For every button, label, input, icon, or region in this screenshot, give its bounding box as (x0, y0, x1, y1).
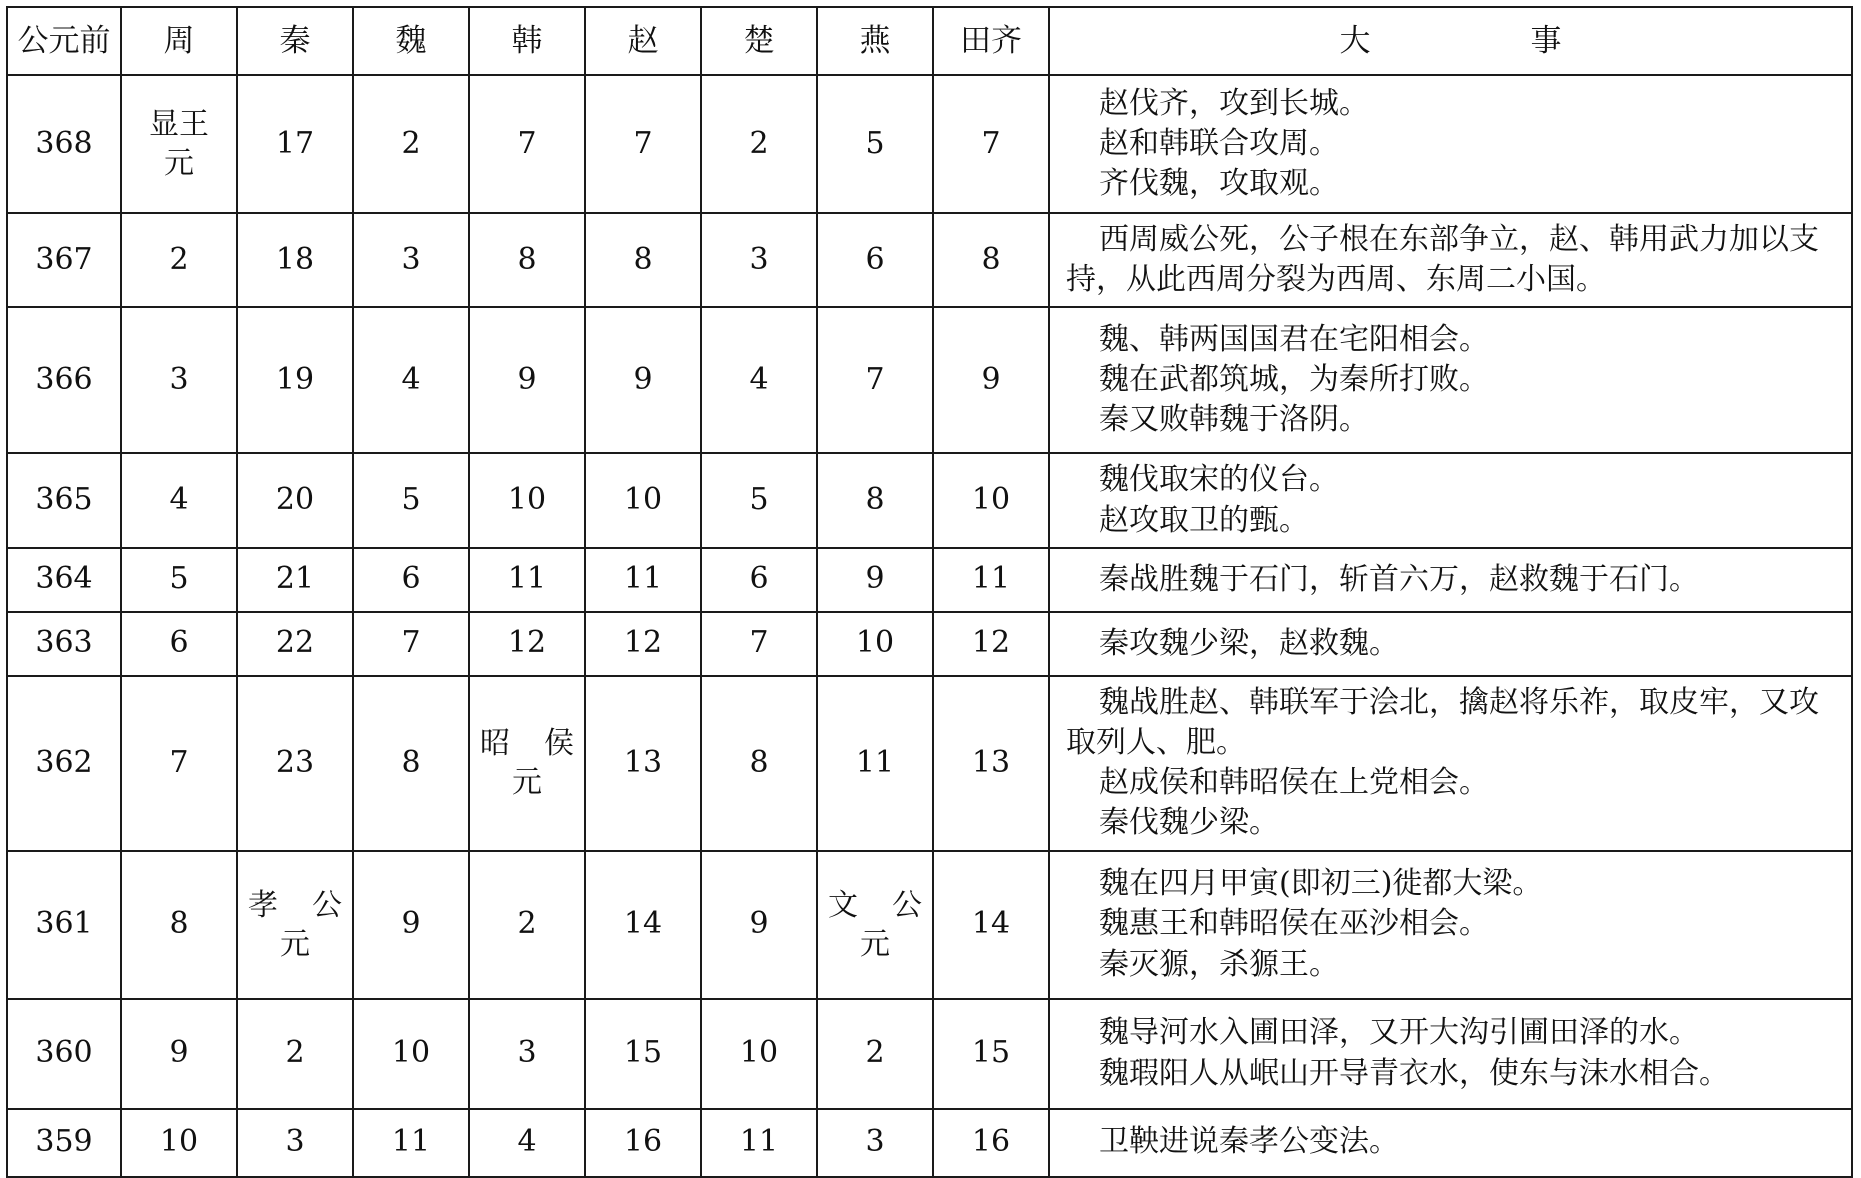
reign-year-han: 3 (469, 999, 585, 1109)
reign-title-suffix: 元 (164, 146, 194, 181)
reign-year-qin: 19 (237, 307, 353, 453)
reign-year-zhou: 10 (121, 1109, 237, 1177)
reign-year-yan: 9 (817, 548, 933, 612)
table-row (7, 307, 1852, 453)
reign-year-wei: 7 (353, 612, 469, 676)
chronology-page (6, 6, 1851, 1172)
reign-title: 孝公 (248, 887, 342, 923)
event-line: 魏瑕阳人从岷山开导青衣水，使东与沫水相合。 (1099, 1055, 1729, 1091)
chronology-table (6, 6, 1853, 1178)
reign-year-han: 12 (469, 612, 585, 676)
reign-year-qin: 20 (237, 453, 353, 547)
reign-year-chu: 6 (701, 548, 817, 612)
reign-year-zhou: 7 (121, 676, 237, 851)
header-state-zhou: 周 (121, 7, 237, 75)
reign-title: 昭侯 (480, 726, 574, 762)
table-row (7, 612, 1852, 676)
event-line: 秦伐魏少梁。 (1099, 805, 1279, 841)
header-events-char-2: 事 (1530, 22, 1562, 59)
reign-year-zhou: 9 (121, 999, 237, 1109)
reign-year-zhao: 15 (585, 999, 701, 1109)
events-cell (1049, 548, 1852, 612)
reign-year-qi: 9 (933, 307, 1049, 453)
reign-year-zhao: 8 (585, 213, 701, 307)
year-cell: 368 (7, 75, 121, 213)
events-cell (1049, 612, 1852, 676)
header-state-qin: 秦 (237, 7, 353, 75)
reign-year-zhou: 4 (121, 453, 237, 547)
reign-year-qi: 14 (933, 851, 1049, 999)
reign-year-qi: 12 (933, 612, 1049, 676)
reign-year-qi: 13 (933, 676, 1049, 851)
year-cell: 363 (7, 612, 121, 676)
event-line: 魏惠王和韩昭侯在巫沙相会。 (1099, 906, 1489, 942)
reign-year-qin: 18 (237, 213, 353, 307)
reign-year-qi: 11 (933, 548, 1049, 612)
reign-year-yan: 6 (817, 213, 933, 307)
reign-title-suffix: 元 (280, 926, 310, 962)
table-row (7, 999, 1852, 1109)
event-line: 赵攻取卫的甄。 (1099, 502, 1309, 538)
year-cell: 365 (7, 453, 121, 547)
table-row (7, 75, 1852, 213)
reign-year-chu: 4 (701, 307, 817, 453)
reign-year-chu: 7 (701, 612, 817, 676)
reign-year-chu: 5 (701, 453, 817, 547)
reign-title-suffix: 元 (512, 765, 542, 801)
header-state-chu: 楚 (701, 7, 817, 75)
header-state-yan: 燕 (817, 7, 933, 75)
year-cell: 364 (7, 548, 121, 612)
reign-year-chu: 8 (701, 676, 817, 851)
events-cell (1049, 307, 1852, 453)
header-state-han: 韩 (469, 7, 585, 75)
reign-year-qin: 23 (237, 676, 353, 851)
reign-year-chu: 3 (701, 213, 817, 307)
reign-year-chu: 9 (701, 851, 817, 999)
event-line: 魏、韩两国国君在宅阳相会。 (1099, 322, 1489, 358)
reign-year-wei: 9 (353, 851, 469, 999)
table-row (7, 548, 1852, 612)
event-line: 西周威公死，公子根在东部争立，赵、韩用武力加以支持，从此西周分裂为西周、东周二小国。 (1066, 222, 1819, 298)
year-cell: 359 (7, 1109, 121, 1177)
reign-year-wei: 4 (353, 307, 469, 453)
reign-year-zhou: 2 (121, 213, 237, 307)
header-year: 公元前 (7, 7, 121, 75)
reign-year-zhao: 13 (585, 676, 701, 851)
reign-year-yan: 10 (817, 612, 933, 676)
reign-year-qin: 22 (237, 612, 353, 676)
reign-year-wei: 2 (353, 75, 469, 213)
reign-year-qin: 21 (237, 548, 353, 612)
events-cell (1049, 1109, 1852, 1177)
reign-title-suffix: 元 (860, 926, 890, 962)
reign-year-han: 2 (469, 851, 585, 999)
reign-title: 文公 (828, 887, 922, 923)
reign-year-wei: 8 (353, 676, 469, 851)
reign-year-qin (237, 851, 353, 999)
reign-year-han: 4 (469, 1109, 585, 1177)
event-line: 魏在四月甲寅(即初三)徙都大梁。 (1099, 866, 1543, 902)
table-row (7, 1109, 1852, 1177)
reign-title: 显王 (149, 107, 209, 142)
event-line: 卫鞅进说秦孝公变法。 (1099, 1124, 1399, 1160)
event-line: 秦又败韩魏于洛阴。 (1099, 402, 1369, 438)
reign-year-qi: 7 (933, 75, 1049, 213)
event-line: 秦灭獂，杀獂王。 (1099, 946, 1339, 982)
year-cell: 362 (7, 676, 121, 851)
reign-year-yan: 2 (817, 999, 933, 1109)
reign-year-han: 11 (469, 548, 585, 612)
reign-year-chu: 11 (701, 1109, 817, 1177)
reign-year-qi: 16 (933, 1109, 1049, 1177)
events-cell (1049, 213, 1852, 307)
reign-year-zhou (121, 75, 237, 213)
reign-year-wei: 3 (353, 213, 469, 307)
reign-year-yan: 7 (817, 307, 933, 453)
header-row (7, 7, 1852, 75)
events-cell (1049, 851, 1852, 999)
reign-year-chu: 2 (701, 75, 817, 213)
reign-year-han: 8 (469, 213, 585, 307)
table-row (7, 453, 1852, 547)
header-state-wei: 魏 (353, 7, 469, 75)
event-line: 秦攻魏少梁，赵救魏。 (1099, 625, 1399, 661)
reign-year-qin: 3 (237, 1109, 353, 1177)
table-row (7, 851, 1852, 999)
event-line: 赵成侯和韩昭侯在上党相会。 (1099, 765, 1489, 801)
table-body (7, 75, 1852, 1177)
table-row (7, 213, 1852, 307)
event-line: 魏战胜赵、韩联军于浍北，擒赵将乐祚，取皮牢，又攻取列人、肥。 (1066, 684, 1819, 760)
reign-year-qi: 15 (933, 999, 1049, 1109)
reign-year-zhou: 5 (121, 548, 237, 612)
header-events (1049, 7, 1852, 75)
reign-year-zhao: 7 (585, 75, 701, 213)
reign-year-zhou: 8 (121, 851, 237, 999)
reign-year-zhao: 10 (585, 453, 701, 547)
year-cell: 360 (7, 999, 121, 1109)
header-state-qi: 田齐 (933, 7, 1049, 75)
header-events-char-1: 大 (1339, 22, 1371, 59)
year-cell: 366 (7, 307, 121, 453)
table-row (7, 676, 1852, 851)
header-state-zhao: 赵 (585, 7, 701, 75)
reign-year-qin: 17 (237, 75, 353, 213)
reign-year-zhao: 9 (585, 307, 701, 453)
event-line: 秦战胜魏于石门，斩首六万，赵救魏于石门。 (1099, 561, 1699, 597)
reign-year-zhou: 3 (121, 307, 237, 453)
reign-year-zhao: 14 (585, 851, 701, 999)
reign-year-zhao: 11 (585, 548, 701, 612)
reign-year-han: 10 (469, 453, 585, 547)
year-cell: 361 (7, 851, 121, 999)
reign-year-wei: 5 (353, 453, 469, 547)
reign-year-wei: 11 (353, 1109, 469, 1177)
event-line: 魏在武都筑城，为秦所打败。 (1099, 362, 1489, 398)
event-line: 赵和韩联合攻周。 (1099, 125, 1339, 161)
events-cell (1049, 453, 1852, 547)
events-cell (1049, 999, 1852, 1109)
reign-year-yan: 11 (817, 676, 933, 851)
reign-year-zhao: 12 (585, 612, 701, 676)
reign-year-yan: 5 (817, 75, 933, 213)
event-line: 赵伐齐，攻到长城。 (1099, 85, 1369, 121)
reign-year-qi: 10 (933, 453, 1049, 547)
reign-year-chu: 10 (701, 999, 817, 1109)
reign-year-yan: 8 (817, 453, 933, 547)
reign-year-qi: 8 (933, 213, 1049, 307)
event-line: 魏伐取宋的仪台。 (1099, 462, 1339, 498)
reign-year-qin: 2 (237, 999, 353, 1109)
reign-year-yan: 3 (817, 1109, 933, 1177)
reign-year-wei: 6 (353, 548, 469, 612)
reign-year-yan (817, 851, 933, 999)
reign-year-zhou: 6 (121, 612, 237, 676)
event-line: 魏导河水入圃田泽，又开大沟引圃田泽的水。 (1099, 1015, 1699, 1051)
reign-year-han: 7 (469, 75, 585, 213)
events-cell (1049, 676, 1852, 851)
reign-year-wei: 10 (353, 999, 469, 1109)
reign-year-zhao: 16 (585, 1109, 701, 1177)
reign-year-han: 9 (469, 307, 585, 453)
events-cell (1049, 75, 1852, 213)
reign-year-han (469, 676, 585, 851)
year-cell: 367 (7, 213, 121, 307)
event-line: 齐伐魏，攻取观。 (1099, 166, 1339, 202)
